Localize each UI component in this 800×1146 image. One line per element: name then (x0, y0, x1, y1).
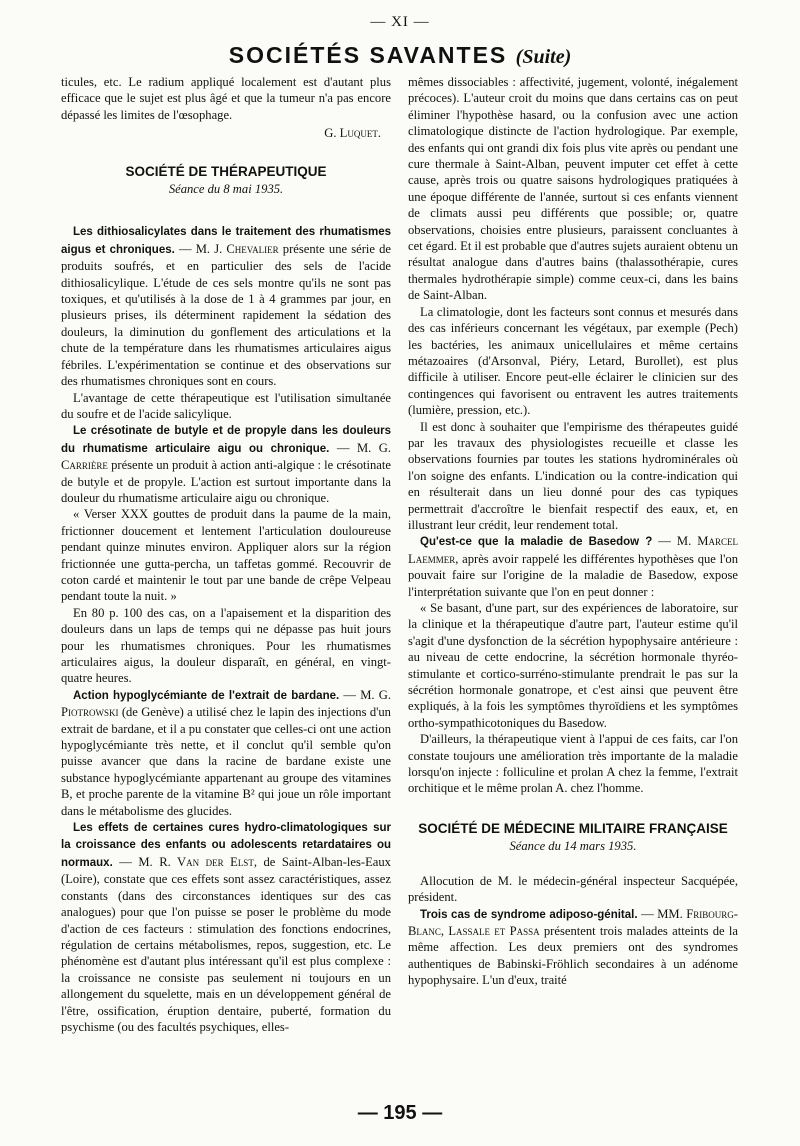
article-author: — MM. Fribourg-Blanc, Lassale et Passa (408, 906, 738, 938)
section-title-therapeutique: SOCIÉTÉ DE THÉRAPEUTIQUE (125, 163, 327, 179)
article-paragraph: L'avantage de cette thérapeutique est l'utilisation simultanée du soufre et de l'acide salicylique. (61, 390, 391, 421)
page-number-footer: — 195 — (357, 1102, 443, 1124)
section-seance-date: Séance du 14 mars 1935. (509, 839, 637, 854)
article-paragraph: D'ailleurs, la thérapeutique vient à l'appui de ces faits, car l'on constate toujours une amélioration très importante de la maladie lorsqu'on injecte : folliculine et prolan A chez la femme, l'extrait orchitique et le même prolan A. chez l'homme. (408, 732, 738, 796)
article-paragraph (408, 533, 738, 600)
article-author: — M. G. Carrière (61, 440, 392, 473)
page-header-title (0, 42, 800, 69)
article-author: — M. J. Chevalier (178, 241, 279, 256)
article-text: présente un produit à action anti-algique : le crésotinate de butyle et de propyle. L'action est surtout importante dans la douleur du rhumatisme articulaire aigu ou chronique. (61, 458, 391, 505)
page-roman-numeral: — XI — (370, 14, 430, 30)
article-author: — M. G. Piotrowski (61, 687, 391, 720)
article-lead: Action hypoglycémiante de l'extrait de bardane. (73, 689, 340, 702)
header-suite-label: (Suite) (515, 46, 572, 68)
header-title-text: SOCIÉTÉS SAVANTES (228, 42, 508, 68)
article-lead: Le crésotinate de butyle et de propyle dans les douleurs du rhumatisme articulaire aigu ou chronique. (61, 425, 391, 455)
article-paragraph: En 80 p. 100 des cas, on a l'apaisement et la disparition des douleurs dans un laps de temps qui ne dépasse pas huit jours pour les rhumatismes chroniques. Pour les rhumatismes articulaires aigus, la douleur disparaît, en général, en vingt-quatre heures. (61, 605, 391, 686)
article-paragraph: « Se basant, d'une part, sur des expériences de laboratoire, sur la clinique et la thérapeutique d'autre part, l'auteur estime qu'il s'agit d'une dysfonction de la sécrétion hypophysaire antérieure : au niveau de cette endocrine, la sécrétion hormonale thyréo-stimulante et cortico-surréno-stimulante prendrait le pas sur la sécrétion hormonale gonatrope, et c'est ainsi que peuvent être expliqués, à la fois les symptômes thyroïdiens et les symptômes ortho-sympathicotoniques du Basedow. (408, 601, 738, 730)
article-author: — M. Marcel Laemmer, (408, 534, 739, 566)
article-lead: Trois cas de syndrome adiposo-génital. (420, 908, 638, 921)
article-text: (de Genève) a utilisé chez le lapin des injections d'un extrait de bardane, et il a pu constater que celles-ci ont une action hypoglycémiante très nette, et il conclut qu'il semble qu'on puisse avancer que dans la racine de bardane existe une substance hypoglycémiante appartenant au groupe des vitamines B, et proche parente de la vitamine B² qui joue un rôle important dans le métabolisme des glucides. (61, 705, 391, 818)
article-paragraph: « Verser XXX gouttes de produit dans la paume de la main, frictionner doucement et lentement l'articulation douloureuse pendant quinze minutes environ. Appliquer alors sur la région frictionnée une gutta-percha, un taffetas gommé. Recouvrir de coton cardé et maintenir le tout par une bande de crêpe Velpeau pendant toute la nuit. » (61, 507, 391, 604)
intro-paragraph: ticules, etc. Le radium appliqué localement est d'autant plus efficace que le sujet est plus âgé et que la tumeur n'a pas encore dépassé les limites de l'œsophage. (61, 75, 391, 122)
article-author: — M. R. Van der Elst, (119, 854, 257, 869)
article-lead: Les effets de certaines cures hydro-climatologiques sur la croissance des enfants ou adolescents retardataires ou normaux. (61, 822, 391, 869)
article-paragraph: mêmes dissociables : affectivité, jugement, volonté, inégalement précoces). L'auteur croit du moins que dans certains cas on peut éliminer l'hypothèse hasard, ou la confusion avec une action climatologique distincte de l'action hydrologique. Par exemple, des enfants qui ont grandi dix fois plus vite après ou pendant une cure thermale à Saint-Alban, peuvent imputer cet effet à cette cause, après trois ou quatre saisons hydrologiques pratiquées à une époque différente de l'année, surtout si ces enfants viennent de climats aussi peu différents que possible; or, quatre observations, choisies entre plusieurs, paraissent concluantes à cet égard. Et il est probable que d'autres sujets auraient obtenu un résultat analogue dans d'autres bains (thalassothérapie, cures thermales hydrothérapie simple) comme ceux-ci, dans les bains de Saint-Alban. (408, 75, 738, 303)
left-column (61, 74, 391, 1035)
article-paragraph (408, 906, 738, 989)
article-text: présentent trois malades atteints de la même affection. Les deux premiers ont des syndromes authentiques de Babinski-Fröhlich secondaires à un adénome hypophysaire. L'un d'eux, traité (408, 923, 739, 988)
signature-text: G. Luquet. (324, 126, 381, 141)
article-paragraph: Allocution de M. le médecin-général inspecteur Sacquépée, président. (408, 873, 738, 905)
article-text: de Saint-Alban-les-Eaux (Loire), constate que ces effets sont assez caractéristiques, assez constants (dans des circonstances identiques sur des cas analogues) pour que l'on puisse se poser le problème du mode d'action de ces facteurs : stimulation des fonctions endocrines, régulation de certains métabolismes, repos, suggestion, etc. Le phénomène est d'autant plus intéressant qu'il est plus complexe : la croissance ne consiste pas seulement ni toujours en un allongement du squelette, mais en un développement général de l'être, ossification, éruption dentaire, puberté, formation du psychisme (ou des facultés psychiques, elles- (61, 854, 391, 1034)
intro-signature (61, 125, 381, 141)
article-text: présente une série de produits soufrés, et en particulier des sels de l'acide dithiosalicylique. L'étude de ces sels montre qu'ils ne sont pas toxiques, et qu'utilisés à la dose de 1 à 4 grammes par jour, en plusieurs prises, ils déterminent rapidement la sédation des douleurs, la diminution du gonflement des articulations et la chute de la température dans les rhumatismes articulaires aigus fébriles. L'expérimentation se continue et des observations sur des rhumatismes chroniques sont en cours. (61, 241, 392, 389)
section-title-medecine-militaire: SOCIÉTÉ DE MÉDECINE MILITAIRE FRANÇAISE (418, 820, 728, 836)
article-paragraph (61, 422, 391, 506)
article-paragraph (61, 687, 391, 819)
article-paragraph: La climatologie, dont les facteurs sont connus et mesurés dans des cas inférieurs concernant les végétaux, par exemple (Pech) les bactéries, les animaux unicellulaires et même certains métazoaires (d'Arsonval, Piéry, Letard, Burollet), est plus difficile à utiliser. Encore peut-elle éclairer le clinicien sur des contingences qui favorisent ou entravent les autres traitements (lumière, pression, etc.). (408, 304, 738, 418)
article-paragraph (61, 819, 391, 1035)
section-seance-date: Séance du 8 mai 1935. (168, 182, 284, 197)
article-paragraph: Il est donc à souhaiter que l'empirisme des thérapeutes guidé par les travaux des physiologistes recueille et classe les observations fournies par toutes les stations hydrominérales où l'on soigne des enfants. L'indication ou la contre-indication qui en résulterait dans un lieu donné pour des cas typiques permettrait d'accroître le bienfait respectif des eaux, et, en illustrant leur crédit, leur rendement total. (408, 419, 738, 532)
right-column (408, 74, 738, 989)
article-paragraph (61, 223, 391, 389)
article-lead: Qu'est-ce que la maladie de Basedow ? (420, 536, 653, 549)
article-lead: Les dithiosalicylates dans le traitement des rhumatismes aigus et chroniques. (61, 226, 391, 256)
article-text: après avoir rappelé les différentes hypothèses que l'on pouvait faire sur l'origine de la maladie de Basedow, expose l'interprétation suivante que l'on en peut donner : (408, 551, 738, 599)
